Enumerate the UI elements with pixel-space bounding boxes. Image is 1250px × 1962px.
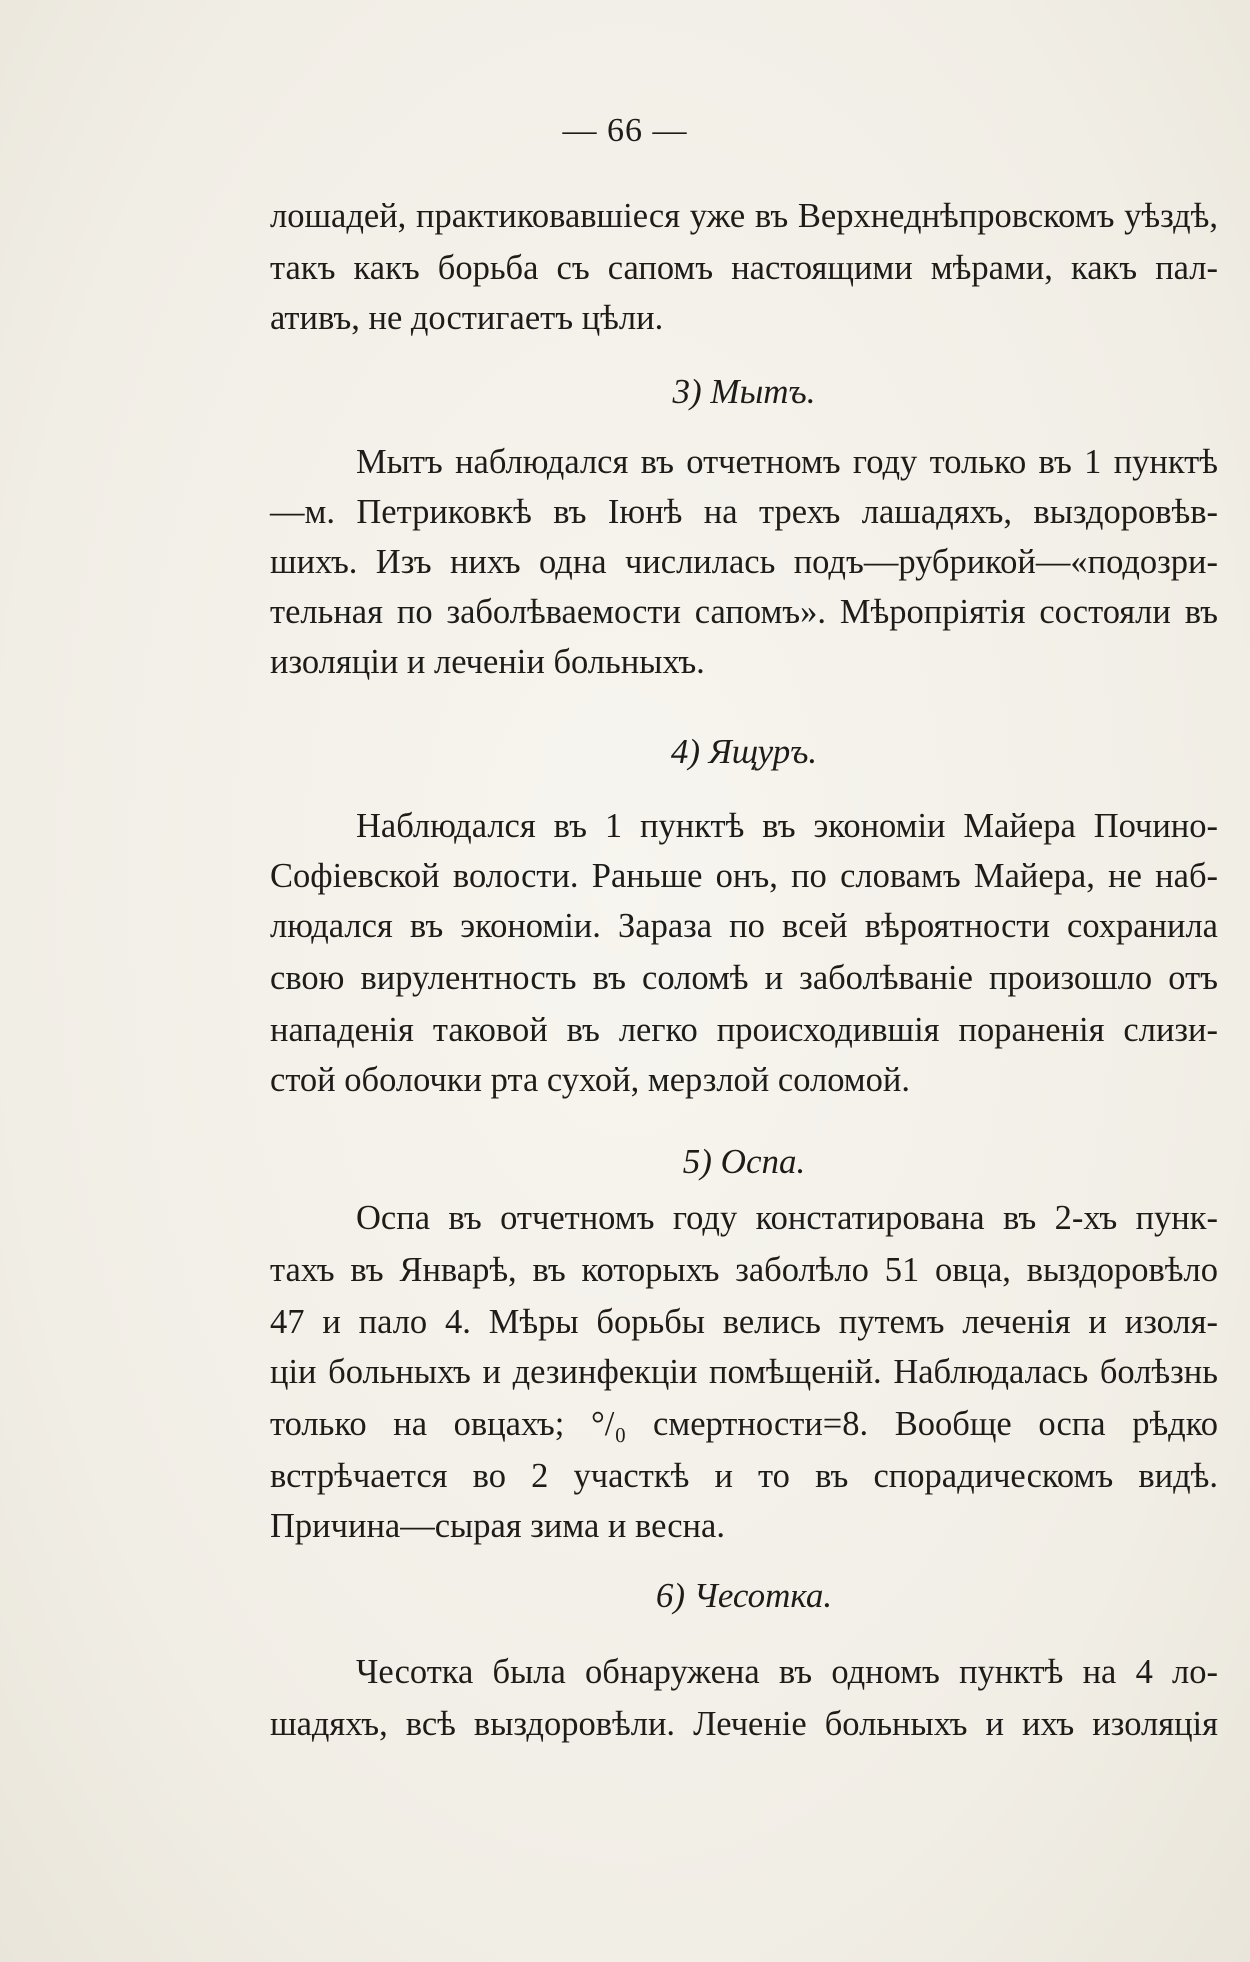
text-line: стой оболочки рта сухой, мерзлой соломой. [270,1061,910,1099]
text-line: людался въ экономіи. Зараза по всей вѣроятности сохранила [270,907,1218,945]
section-heading: 3) Мытъ. [672,372,816,411]
text-line: ативъ, не достигаетъ цѣли. [270,299,664,337]
text-line: лошадей, практиковавшіеся уже въ Верхнеднѣпровскомъ уѣздѣ, [270,197,1218,235]
text-line: Мытъ наблюдался въ отчетномъ году только въ 1 пунктѣ [356,443,1218,481]
text-line: изоляціи и леченіи больныхъ. [270,643,705,681]
text-line: Софіевской волости. Раньше онъ, по словамъ Майера, не наб- [270,857,1218,895]
text-line: встрѣчается во 2 участкѣ и то въ спорадическомъ видѣ. [270,1457,1218,1495]
text-line: —м. Петриковкѣ въ Іюнѣ на трехъ лашадяхъ, выздоровѣв- [270,493,1218,531]
section-heading: 4) Ящуръ. [670,732,818,771]
text-line: нападенія таковой въ легко происходившія пораненія слизи- [270,1011,1218,1049]
section-heading: 6) Чесотка. [655,1576,833,1615]
section-heading: 5) Оспа. [682,1142,806,1181]
text-line: 47 и пало 4. Мѣры борьбы велись путемъ леченія и изоля- [270,1303,1218,1341]
text-line: только на овцахъ; °/₀ смертности=8. Вообще оспа рѣдко [270,1405,1218,1443]
text-line: ціи больныхъ и дезинфекціи помѣщеній. Наблюдалась болѣзнь [270,1353,1218,1391]
text-line: Наблюдался въ 1 пунктѣ въ экономіи Майера Почино- [356,807,1218,845]
text-line: шихъ. Изъ нихъ одна числилась подъ—рубрикой—«подозри- [270,543,1218,581]
text-line: Чесотка была обнаружена въ одномъ пунктѣ на 4 ло- [356,1653,1218,1691]
text-line: Оспа въ отчетномъ году констатирована въ 2-хъ пунк- [356,1199,1218,1237]
text-line: тахъ въ Январѣ, въ которыхъ заболѣло 51 овца, выздоровѣло [270,1251,1218,1289]
text-line: такъ какъ борьба съ сапомъ настоящими мѣрами, какъ пал- [270,249,1218,287]
text-line: свою вирулентность въ соломѣ и заболѣваніе произошло отъ [270,959,1218,997]
text-line: шадяхъ, всѣ выздоровѣли. Леченіе больныхъ и ихъ изоляція [270,1705,1218,1743]
text-line: тельная по заболѣваемости сапомъ». Мѣропріятія состояли въ [270,593,1218,631]
text-line: Причина—сырая зима и весна. [270,1507,725,1545]
page-number: — 66 — [562,112,688,149]
